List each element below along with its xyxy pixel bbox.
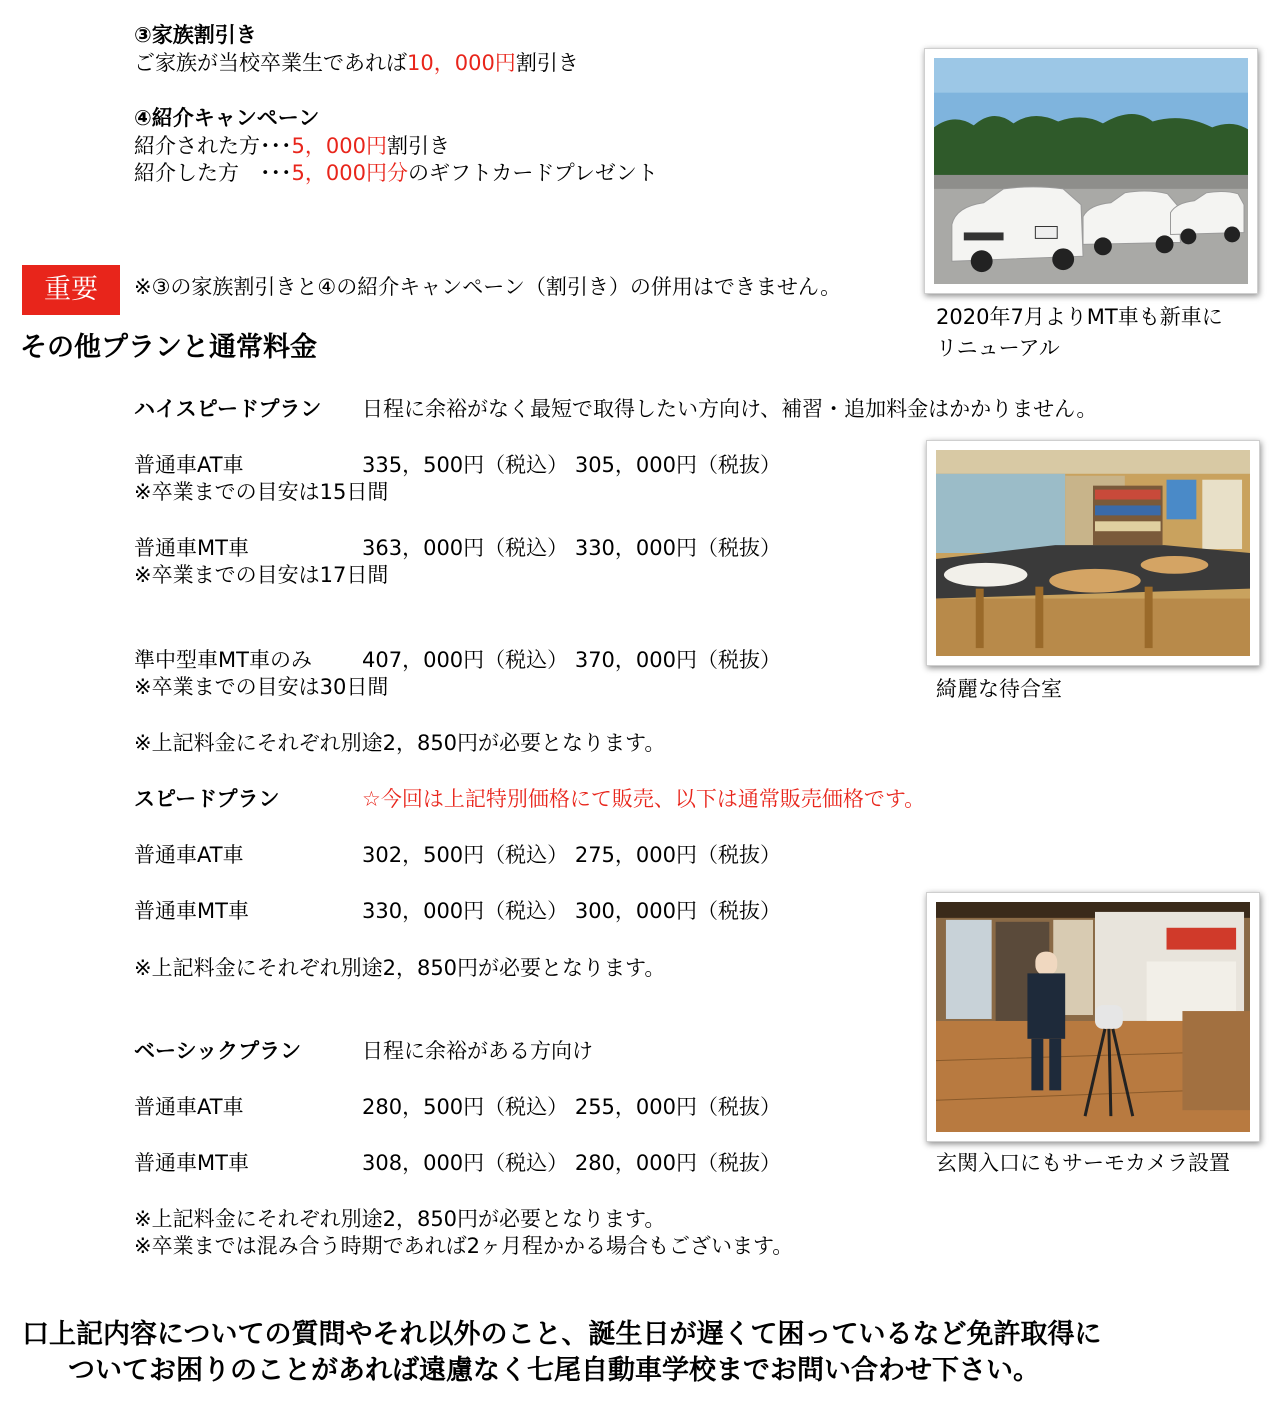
basic-plan-name: ベーシックプラン [134, 1039, 302, 1063]
highspeed-semi-medium-label: 準中型車MT車のみ [134, 648, 312, 672]
closing-line2: ついてお困りのことがあれば遠慮なく七尾自動車学校までお問い合わせ下さい。 [68, 1355, 1040, 1386]
speed-mt-label: 普通車MT車 [134, 899, 249, 923]
cars-photo-image [934, 58, 1248, 284]
referral-line2-after: のギフトカードプレゼント [407, 161, 658, 185]
referral-line1-after: 割引き [386, 134, 450, 158]
speed-plan-notice: ☆今回は上記特別価格にて販売、以下は通常販売価格です。 [362, 787, 926, 811]
family-discount-text-before: ご家族が当校卒業生であれば [134, 51, 407, 75]
highspeed-semi-medium-note: ※卒業までの目安は30日間 [134, 675, 389, 699]
highspeed-at-price: 335，500円（税込） 305，000円（税抜） [362, 453, 782, 477]
entrance-photo-image [936, 902, 1250, 1132]
highspeed-plan-name: ハイスピードプラン [134, 397, 322, 421]
basic-plan-desc: 日程に余裕がある方向け [362, 1039, 593, 1063]
important-badge: 重要 [22, 265, 120, 315]
referral-line-referred [134, 133, 450, 160]
highspeed-plan-desc: 日程に余裕がなく最短で取得したい方向け、補習・追加料金はかかりません。 [362, 397, 1098, 421]
family-discount-amount: 10，000円 [407, 51, 516, 75]
basic-footnote-period: ※卒業までは混み合う時期であれば2ヶ月程かかる場合もございます。 [134, 1234, 794, 1258]
referral-line2-amount: 5，000円分 [291, 161, 408, 185]
cars-caption-line2: リニューアル [936, 336, 1060, 360]
family-discount-heading: ③家族割引き [134, 23, 257, 47]
referral-line1-amount: 5，000円 [291, 134, 387, 158]
highspeed-at-label: 普通車AT車 [134, 453, 244, 477]
highspeed-at-note: ※卒業までの目安は15日間 [134, 480, 389, 504]
highspeed-mt-label: 普通車MT車 [134, 536, 249, 560]
cars-photo [924, 48, 1258, 294]
basic-at-label: 普通車AT車 [134, 1095, 244, 1119]
highspeed-mt-note: ※卒業までの目安は17日間 [134, 563, 389, 587]
section-title: その他プランと通常料金 [20, 332, 317, 363]
entrance-caption: 玄関入口にもサーモカメラ設置 [936, 1151, 1230, 1175]
referral-heading: ④紹介キャンペーン [134, 106, 320, 130]
referral-line1-before: 紹介された方･･･ [134, 134, 292, 158]
entrance-photo [926, 892, 1260, 1142]
cars-caption-line1: 2020年7月よりMT車も新車に [936, 305, 1223, 329]
referral-line-referrer [134, 160, 658, 187]
highspeed-mt-price: 363，000円（税込） 330，000円（税抜） [362, 536, 782, 560]
speed-footnote: ※上記料金にそれぞれ別途2，850円が必要となります。 [134, 956, 666, 980]
waiting-room-photo [926, 440, 1260, 666]
speed-at-price: 302，500円（税込） 275，000円（税抜） [362, 843, 782, 867]
closing-line1: 口上記内容についての質問やそれ以外のこと、誕生日が遅くて困っているなど免許取得に [22, 1319, 1102, 1350]
family-discount-text-after: 割引き [515, 51, 579, 75]
important-note: ※③の家族割引きと④の紹介キャンペーン（割引き）の併用はできません。 [134, 275, 842, 299]
speed-at-label: 普通車AT車 [134, 843, 244, 867]
basic-footnote-fee: ※上記料金にそれぞれ別途2，850円が必要となります。 [134, 1207, 666, 1231]
speed-plan-name: スピードプラン [134, 787, 280, 811]
family-discount-text [134, 50, 579, 77]
referral-line2-before: 紹介した方 ･･･ [134, 161, 292, 185]
waiting-room-photo-image [936, 450, 1250, 656]
basic-mt-price: 308，000円（税込） 280，000円（税抜） [362, 1151, 782, 1175]
highspeed-footnote: ※上記料金にそれぞれ別途2，850円が必要となります。 [134, 731, 666, 755]
basic-at-price: 280，500円（税込） 255，000円（税抜） [362, 1095, 782, 1119]
highspeed-semi-medium-price: 407，000円（税込） 370，000円（税抜） [362, 648, 782, 672]
speed-mt-price: 330，000円（税込） 300，000円（税抜） [362, 899, 782, 923]
basic-mt-label: 普通車MT車 [134, 1151, 249, 1175]
waiting-room-caption: 綺麗な待合室 [936, 677, 1062, 701]
